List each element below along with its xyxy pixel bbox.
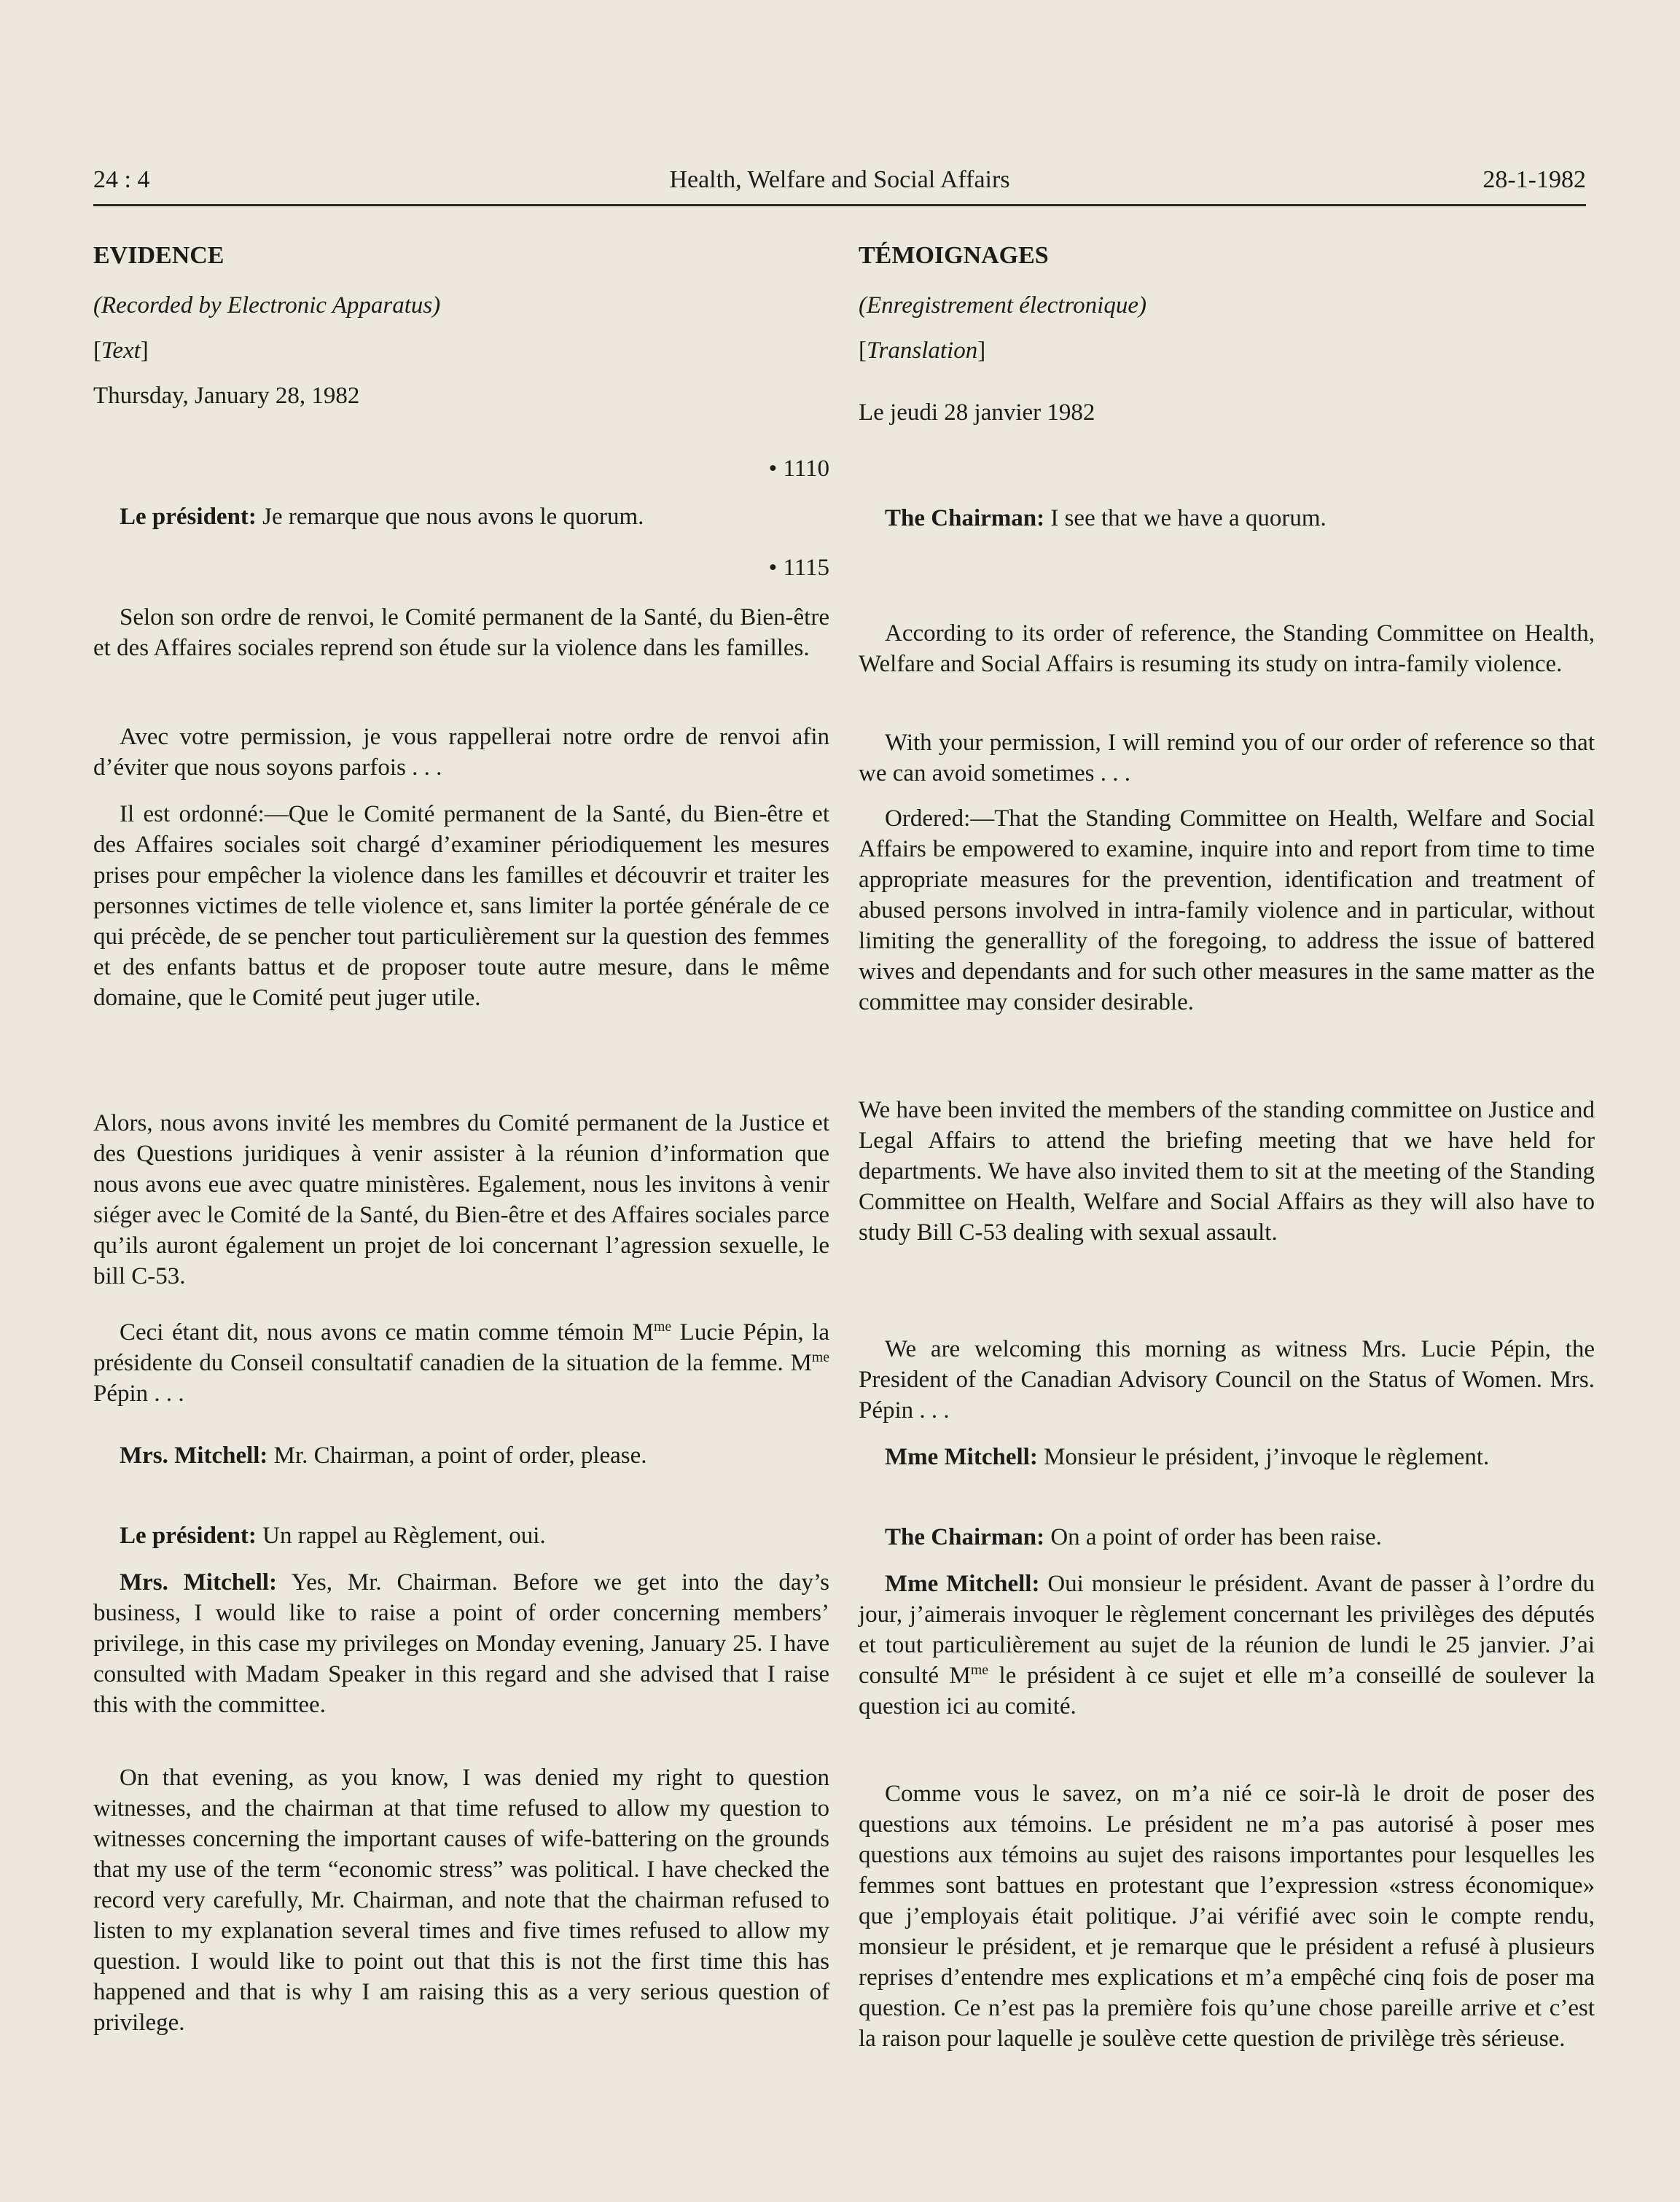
paragraph: With your permission, I will remind you of our order of reference so that we can avoid sometimes . . . bbox=[859, 730, 1595, 786]
paragraph bbox=[93, 1440, 829, 1471]
speech: I see that we have a quorum. bbox=[1050, 505, 1327, 531]
time-marker: • 1110 bbox=[768, 456, 829, 482]
text-run: Pépin . . . bbox=[93, 1381, 184, 1407]
speech: Mr. Chairman, a point of order, please. bbox=[273, 1442, 647, 1469]
text-run: Lucie Pépin, la présidente du Conseil consultatif canadien de la situation de la femme. M bbox=[93, 1319, 829, 1376]
session-date: Thursday, January 28, 1982 bbox=[93, 383, 360, 409]
session-date: Le jeudi 28 janvier 1982 bbox=[859, 399, 1095, 426]
speaker: Le président: bbox=[120, 504, 257, 530]
running-head-date: 28-1-1982 bbox=[1482, 166, 1586, 193]
text-label: [Translation] bbox=[859, 337, 986, 364]
speaker: Le président: bbox=[120, 1523, 257, 1549]
running-head bbox=[93, 166, 1586, 206]
text-label-word: Translation bbox=[867, 337, 978, 364]
speech: Monsieur le président, j’invoque le règlement. bbox=[1044, 1444, 1490, 1470]
paragraph: We are welcoming this morning as witness Mrs. Lucie Pépin, the President of the Canadian Advisory Council on the Status of Women. Mrs. Pépin . . . bbox=[859, 1336, 1595, 1424]
paragraph bbox=[859, 503, 1595, 534]
time-marker: • 1115 bbox=[768, 555, 829, 581]
speech: Un rappel au Règlement, oui. bbox=[262, 1523, 546, 1549]
text-run: Ceci étant dit, nous avons ce matin comme témoin M bbox=[120, 1319, 654, 1346]
paragraph bbox=[93, 1567, 829, 1720]
paragraph bbox=[859, 1442, 1595, 1472]
text-label: [Text] bbox=[93, 337, 149, 364]
paragraph: Ordered:—That the Standing Committee on Health, Welfare and Social Affairs be empowered to examine, inquire into and report from time to time appropriate measures for the prevention, identification and treatment of abused persons involved in intra-family violence and in particular, without limiting the generallity of the foregoing, to address the issue of battered wives and dependants and for such other measures in the same matter as the committee may consider desirable. bbox=[859, 805, 1595, 1015]
recorded-note: (Enregistrement électronique) bbox=[859, 292, 1146, 319]
section-heading: TÉMOIGNAGES bbox=[859, 242, 1049, 269]
superscript: me bbox=[654, 1319, 672, 1335]
speech: Je remarque que nous avons le quorum. bbox=[262, 504, 644, 530]
speaker: Mme Mitchell: bbox=[885, 1571, 1040, 1597]
page-number: 24 : 4 bbox=[93, 166, 150, 193]
paragraph: Avec votre permission, je vous rappellerai notre ordre de renvoi afin d’éviter que nous soyons parfois . . . bbox=[93, 724, 829, 781]
recorded-note: (Recorded by Electronic Apparatus) bbox=[93, 292, 441, 319]
paragraph: Selon son ordre de renvoi, le Comité permanent de la Santé, du Bien-être et des Affaires sociales reprend son étude sur la violence dans les familles. bbox=[93, 604, 829, 661]
speaker: Mme Mitchell: bbox=[885, 1444, 1038, 1470]
speech: le président à ce sujet et elle m’a conseillé de soulever la question ici au comité. bbox=[859, 1663, 1595, 1719]
speaker: The Chairman: bbox=[885, 1524, 1045, 1550]
running-head-title: Health, Welfare and Social Affairs bbox=[669, 166, 1010, 193]
speech: On a point of order has been raise. bbox=[1050, 1524, 1382, 1550]
speech: Yes, Mr. Chairman. Before we get into the day’s business, I would like to raise a point of order concerning members’ privilege, in this case my privileges on Monday evening, January 25. I have consulted with Madam Speaker in this regard and she advised that I raise this with the committee. bbox=[93, 1569, 829, 1718]
section-heading: EVIDENCE bbox=[93, 242, 224, 269]
superscript: me bbox=[811, 1349, 829, 1365]
paragraph: We have been invited the members of the standing committee on Justice and Legal Affairs to attend the briefing meeting that we have held for departments. We have also invited them to sit at the meeting of the Standing Committee on Health, Welfare and Social Affairs as they will also have to study Bill C-53 dealing with sexual assault. bbox=[859, 1097, 1595, 1246]
paragraph bbox=[93, 501, 829, 532]
paragraph bbox=[93, 1520, 829, 1551]
paragraph: Il est ordonné:—Que le Comité permanent de la Santé, du Bien-être et des Affaires sociales soit chargé d’examiner périodiquement les mesures prises pour empêcher la violence dans les familles et découvrir et traiter les personnes victimes de telle violence et, sans limiter la portée générale de ce qui précède, de se pencher tout particulièrement sur la question des femmes et des enfants battus et de proposer toute autre mesure, dans le même domaine, que le Comité peut juger utile. bbox=[93, 801, 829, 1011]
superscript: me bbox=[970, 1662, 988, 1678]
paragraph bbox=[93, 1317, 829, 1409]
speaker: Mrs. Mitchell: bbox=[120, 1442, 268, 1469]
paragraph: Comme vous le savez, on m’a nié ce soir-là le droit de poser des questions aux témoins. Le président ne m’a pas autorisé à poser mes questions aux témoins au sujet des raisons importantes pour lesquelles les femmes sont battues en protestant que l’expression «stress économique» que j’employais était politique. J’ai vérifié avec soin le compte rendu, monsieur le président, et je remarque que le président a refusé à plusieurs reprises d’entendre mes explications et m’a empêché cinq fois de poser ma question. Ce n’est pas la première fois qu’une chose pareille arrive et c’est la raison pour laquelle je soulève cette question de privilège très sérieuse. bbox=[859, 1781, 1595, 2052]
paragraph bbox=[859, 1522, 1595, 1553]
paragraph: According to its order of reference, the Standing Committee on Health, Welfare and Social Affairs is resuming its study on intra-family violence. bbox=[859, 620, 1595, 677]
paragraph: Alors, nous avons invité les membres du Comité permanent de la Justice et des Questions juridiques à venir assister à la réunion d’information que nous avons eue avec quatre ministères. Egalement, nous les invitons à venir siéger avec le Comité de la Santé, du Bien-être et des Affaires sociales parce qu’ils auront également un projet de loi concernant l’agression sexuelle, le bill C-53. bbox=[93, 1110, 829, 1289]
text-label-word: Text bbox=[101, 337, 141, 364]
speaker: Mrs. Mitchell: bbox=[120, 1569, 278, 1596]
speaker: The Chairman: bbox=[885, 505, 1045, 531]
speech: Oui monsieur le président. Avant de passer à l’ordre du jour, j’aimerais invoquer le règlement concernant les privilèges des députés et tout particulièrement au sujet de la réunion de lundi le 25 janvier. J’ai consulté M bbox=[859, 1571, 1595, 1689]
paragraph: On that evening, as you know, I was denied my right to question witnesses, and the chairman at that time refused to allow my question to witnesses concerning the important causes of wife-battering on the grounds that my use of the term “economic stress” was political. I have checked the record very carefully, Mr. Chairman, and note that the chairman refused to listen to my explanation several times and five times refused to allow my question. I would like to point out that this is not the first time this has happened and that is why I am raising this as a very serious question of privilege. bbox=[93, 1765, 829, 2036]
paragraph bbox=[859, 1569, 1595, 1722]
